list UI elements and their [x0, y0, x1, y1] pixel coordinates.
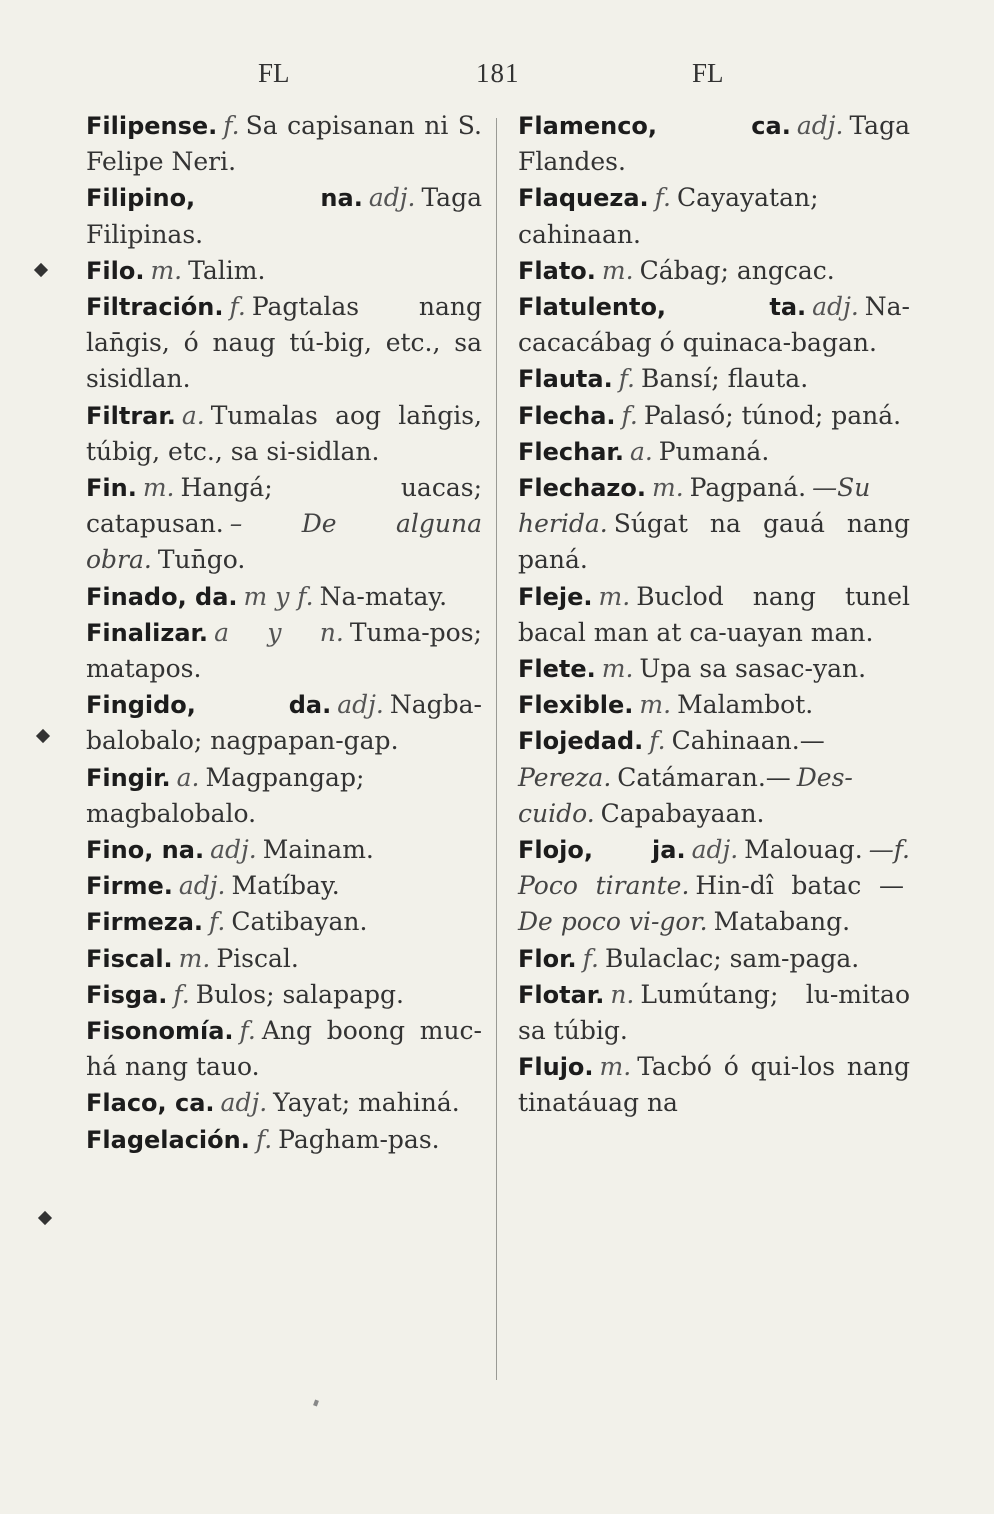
grammar-label: m.: [598, 581, 631, 611]
headword: Flexible.: [518, 691, 634, 720]
headword: Flotar.: [518, 980, 605, 1009]
dictionary-entry: [518, 470, 910, 579]
dictionary-entry: [86, 108, 482, 180]
dictionary-entry: [518, 398, 910, 434]
grammar-label: f.: [649, 726, 666, 756]
headword: Flete.: [518, 655, 596, 684]
grammar-label: f.: [255, 1124, 273, 1154]
header-left-guideword: FL: [258, 58, 290, 88]
grammar-label: adj.: [337, 690, 384, 720]
dictionary-entry: [518, 361, 910, 397]
grammar-label: m.: [639, 690, 672, 720]
headword: Flecha.: [518, 401, 616, 430]
headword: Flagelación.: [86, 1125, 250, 1154]
definition: Ang boong muc-há nang tauo.: [86, 1016, 482, 1082]
headword: Flaco, ca.: [86, 1089, 215, 1118]
headword: Filo.: [86, 256, 145, 285]
dictionary-entry: [86, 977, 482, 1013]
definition: Bulaclac; sam-paga.: [604, 943, 860, 973]
dictionary-entry: [86, 615, 482, 687]
grammar-label: n.: [610, 979, 635, 1009]
page-number: 181: [476, 58, 520, 88]
sub-sense: De poco vi-gor.: [518, 907, 708, 937]
definition: Cahinaan.—: [671, 726, 825, 756]
dictionary-entry: [86, 941, 482, 977]
definition: Lumútang; lu-mitao sa túbig.: [518, 979, 910, 1046]
definition: Cábag; angcac.: [639, 255, 835, 285]
headword: Fisga.: [86, 980, 168, 1009]
definition: Súgat na gauá nang paná.: [518, 509, 910, 575]
headword: Flojo, ja.: [518, 836, 686, 865]
definition: Tun̄go.: [157, 545, 246, 575]
headword: Firmeza.: [86, 908, 204, 937]
grammar-label: f.: [654, 183, 671, 213]
grammar-label: f.: [223, 111, 240, 140]
headword: Flechazo.: [518, 474, 646, 503]
definition: Taga Filipinas.: [86, 183, 482, 249]
headword: Finado, da.: [86, 582, 238, 611]
ink-speck: [313, 1399, 319, 1406]
dictionary-entry: [518, 180, 910, 252]
definition: Taga Flandes.: [518, 111, 910, 177]
headword: Flato.: [518, 256, 596, 285]
definition: Na-cacacábag ó quinaca-bagan.: [518, 292, 910, 358]
headword: Fiscal.: [86, 944, 173, 973]
headword: Fino, na.: [86, 836, 205, 865]
definition: Pagpaná.: [689, 473, 807, 503]
dictionary-entry: [518, 253, 910, 289]
headword: Filipino, na.: [86, 184, 363, 213]
grammar-label: adj.: [178, 871, 226, 901]
header-right-guideword: FL: [692, 58, 724, 88]
definition: Catibayan.: [231, 907, 368, 937]
headword: Flatulento, ta.: [518, 293, 807, 322]
sub-sense: —f. Poco tirante.: [518, 835, 910, 901]
headword: Flujo.: [518, 1053, 594, 1082]
dictionary-entry: [518, 687, 910, 723]
definition: Buclod nang tunel bacal man at ca-uayan man.: [518, 581, 910, 647]
grammar-label: m.: [150, 255, 183, 285]
margin-mark-icon: [38, 1211, 52, 1225]
dictionary-entry: [86, 398, 482, 470]
grammar-label: a.: [181, 400, 205, 430]
definition: Pagtalas nang lan̄gis, ó naug tú-big, etc., sa sisidlan.: [86, 292, 482, 394]
grammar-label: adj.: [368, 183, 416, 213]
sub-sense: Pereza.: [518, 762, 612, 792]
grammar-label: m.: [601, 654, 634, 684]
headword: Filtrar.: [86, 401, 176, 430]
headword: Fin.: [86, 474, 137, 503]
page-header: [0, 58, 994, 98]
definition: Piscal.: [216, 943, 299, 973]
definition: Talim.: [188, 255, 266, 285]
grammar-label: adj.: [691, 835, 739, 865]
dictionary-entry: [518, 579, 910, 651]
headword: Flechar.: [518, 437, 624, 466]
grammar-label: m.: [142, 473, 175, 503]
definition: Cayayatan; cahinaan.: [518, 183, 819, 249]
grammar-label: m.: [651, 473, 684, 503]
definition: Nagba-balobalo; nagpapan-gap.: [86, 690, 482, 756]
dictionary-entry: [518, 1049, 910, 1121]
definition: Hin-dî batac —: [695, 871, 904, 901]
grammar-label: adj.: [812, 292, 859, 322]
grammar-label: f.: [618, 364, 635, 394]
grammar-label: m.: [601, 255, 634, 285]
headword: Flor.: [518, 944, 577, 973]
grammar-label: f.: [173, 979, 190, 1009]
dictionary-entry: [86, 760, 482, 832]
dictionary-entry: [86, 579, 482, 615]
dictionary-entry: [518, 832, 910, 941]
headword: Finalizar.: [86, 618, 209, 647]
definition: Magpangap; magbalobalo.: [86, 762, 365, 828]
sub-sense: —Su herida.: [518, 473, 871, 539]
dictionary-entry: [86, 1122, 482, 1158]
definition: Palasó; túnod; paná.: [643, 400, 902, 430]
definition: Yayat; mahiná.: [273, 1088, 460, 1118]
dictionary-entry: [86, 868, 482, 904]
dictionary-entry: [86, 180, 482, 252]
left-column: [86, 108, 482, 1158]
grammar-label: adj.: [210, 835, 257, 865]
column-divider: [496, 118, 497, 1380]
definition: Matabang.: [713, 907, 851, 937]
definition: Tuma-pos; matapos.: [86, 617, 482, 684]
grammar-label: f.: [209, 907, 226, 937]
definition: Malouag.: [744, 835, 863, 865]
dictionary-entry: [86, 904, 482, 940]
grammar-label: m.: [599, 1052, 632, 1082]
definition: Matíbay.: [231, 871, 340, 901]
definition: Na-matay.: [319, 581, 448, 611]
dictionary-entry: [518, 434, 910, 470]
grammar-label: m.: [178, 943, 211, 973]
grammar-label: a.: [629, 436, 653, 466]
dictionary-entry: [518, 941, 910, 977]
sub-sense: – De alguna obra.: [86, 509, 482, 575]
dictionary-entry: [86, 289, 482, 398]
definition: Malambot.: [677, 690, 814, 720]
headword: Flaqueza.: [518, 184, 649, 213]
definition: Pagham-pas.: [278, 1124, 440, 1154]
definition: Hangá; uacas; catapusan.: [86, 473, 482, 539]
dictionary-entry: [86, 253, 482, 289]
grammar-label: adj.: [220, 1088, 268, 1118]
definition: Sa capisanan ni S. Felipe Neri.: [86, 111, 482, 177]
definition: Catámaran.—: [617, 762, 791, 792]
grammar-label: f.: [621, 400, 638, 430]
headword: Fisonomía.: [86, 1017, 234, 1046]
headword: Fingir.: [86, 763, 171, 792]
definition: Mainam.: [262, 835, 374, 865]
dictionary-entry: [86, 832, 482, 868]
grammar-label: f.: [239, 1016, 256, 1046]
headword: Flauta.: [518, 365, 613, 394]
sub-sense: Des-cuido.: [518, 762, 853, 828]
definition: Capabayaan.: [600, 798, 765, 828]
margin-mark-icon: [36, 729, 50, 743]
definition: Bulos; salapapg.: [195, 979, 404, 1009]
dictionary-entry: [86, 470, 482, 579]
definition: Tacbó ó qui-los nang tinatáuag na: [518, 1052, 910, 1118]
grammar-label: f.: [229, 292, 246, 322]
definition: Pumaná.: [658, 436, 770, 466]
dictionary-entry: [518, 108, 910, 180]
definition: Upa sa sasac-yan.: [639, 654, 867, 684]
headword: Flojedad.: [518, 727, 644, 756]
dictionary-entry: [518, 977, 910, 1049]
dictionary-entry: [86, 687, 482, 759]
dictionary-entry: [518, 723, 910, 832]
grammar-label: f.: [582, 943, 599, 973]
margin-mark-icon: [34, 263, 48, 277]
right-column: [518, 108, 910, 1122]
dictionary-entry: [518, 651, 910, 687]
headword: Filtración.: [86, 293, 224, 322]
headword: Fleje.: [518, 582, 593, 611]
headword: Firme.: [86, 872, 173, 901]
grammar-label: m y f.: [243, 581, 314, 611]
headword: Fingido, da.: [86, 691, 332, 720]
dictionary-entry: [86, 1013, 482, 1085]
headword: Flamenco, ca.: [518, 112, 791, 140]
grammar-label: a.: [176, 762, 200, 792]
grammar-label: adj.: [796, 111, 844, 140]
dictionary-entry: [86, 1085, 482, 1121]
definition: Tumalas aog lan̄gis, túbig, etc., sa si-sidlan.: [86, 400, 482, 466]
dictionary-entry: [518, 289, 910, 361]
grammar-label: a y n.: [214, 617, 344, 647]
definition: Bansí; flauta.: [641, 364, 809, 394]
headword: Filipense.: [86, 112, 218, 140]
